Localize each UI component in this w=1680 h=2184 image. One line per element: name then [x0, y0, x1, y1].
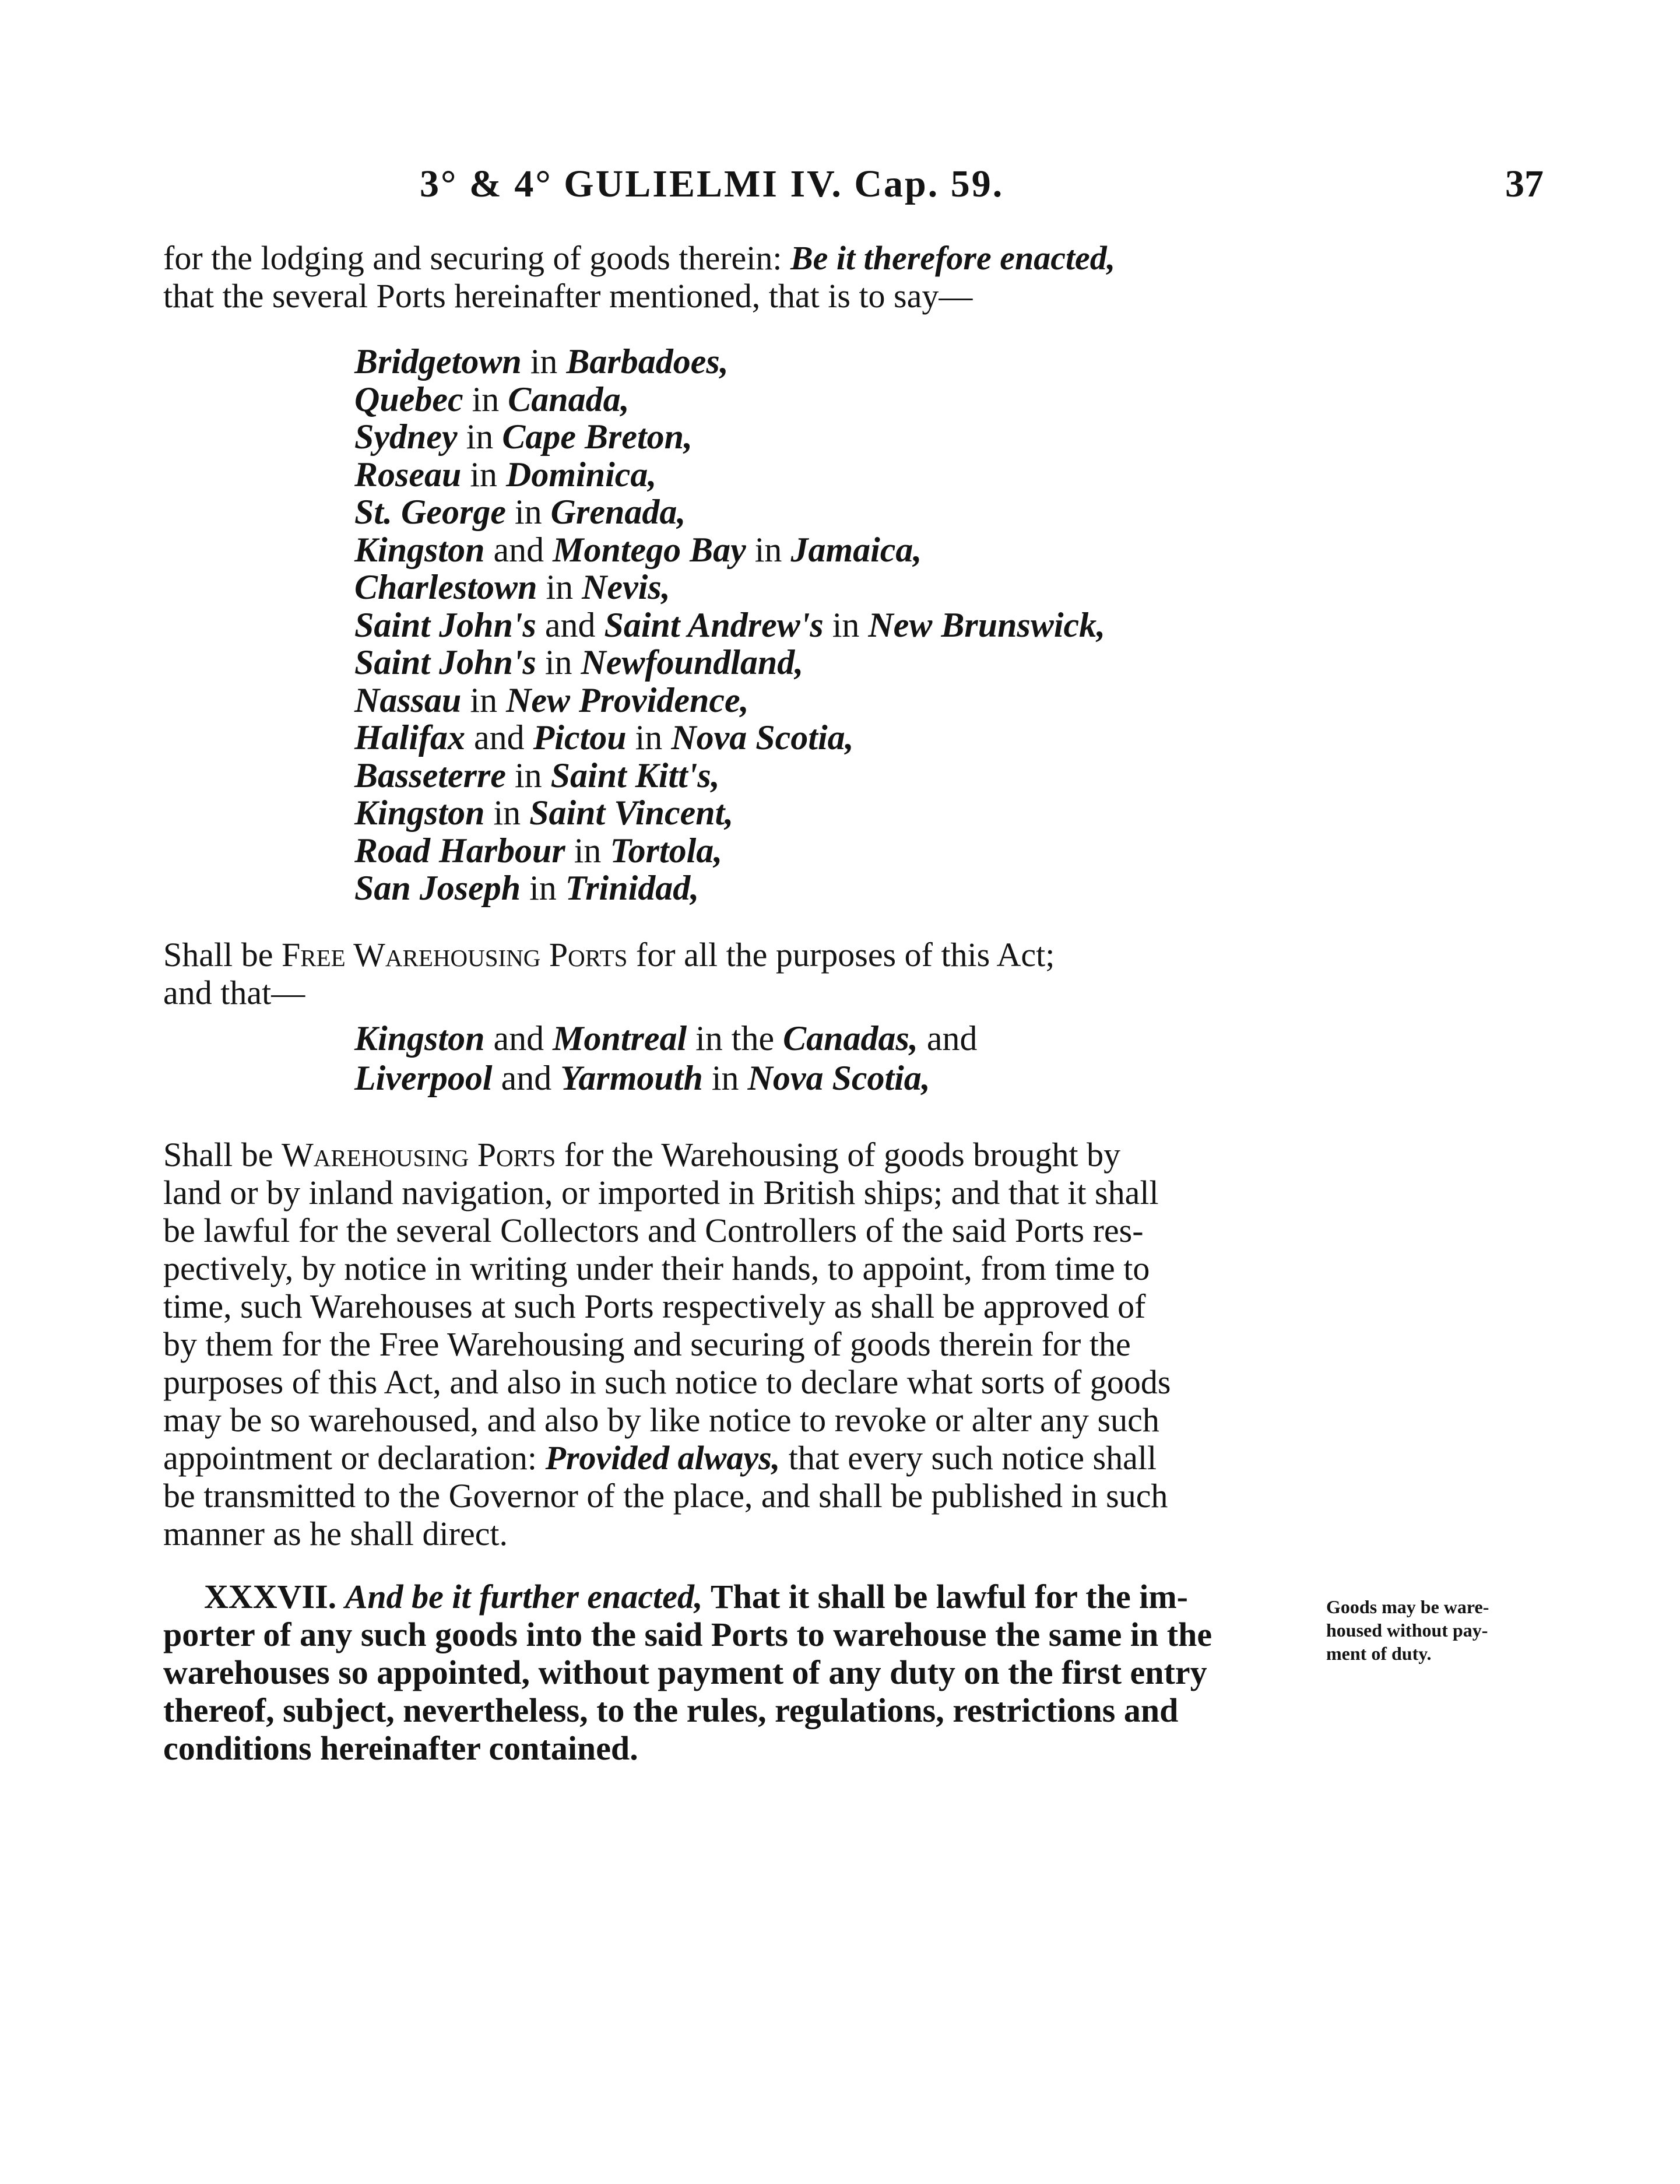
text-line: be transmitted to the Governor of the place, and shall be published in such — [163, 1477, 1168, 1515]
marginal-note-line: ment of duty. — [1326, 1643, 1432, 1664]
text-line: purposes of this Act, and also in such notice to declare what sorts of goods — [163, 1363, 1171, 1401]
text-line: land or by inland navigation, or imported in British ships; and that it shall — [163, 1174, 1159, 1212]
port-entry: Basseterre in Saint Kitt's, — [354, 756, 720, 795]
text-line: and that— — [163, 974, 305, 1012]
port-entry: San Joseph in Trinidad, — [354, 869, 700, 907]
text-line: Shall be Warehousing Ports for the Warehousing of goods brought by — [163, 1136, 1121, 1174]
text-line: pectively, by notice in writing under their hands, to appoint, from time to — [163, 1249, 1150, 1287]
port-entry: Saint John's in Newfoundland, — [354, 643, 804, 682]
text-line: be lawful for the several Collectors and Controllers of the said Ports res- — [163, 1212, 1144, 1249]
port-entry: Liverpool and Yarmouth in Nova Scotia, — [354, 1059, 930, 1097]
text-line: that the several Ports hereinafter mentioned, that is to say— — [163, 277, 973, 315]
marginal-note-line: Goods may be ware- — [1326, 1596, 1489, 1617]
text-line: time, such Warehouses at such Ports respectively as shall be approved of — [163, 1287, 1146, 1325]
text-line: by them for the Free Warehousing and securing of goods therein for the — [163, 1325, 1131, 1363]
text-line: may be so warehoused, and also by like notice to revoke or alter any such — [163, 1401, 1159, 1439]
section-xxxvii — [163, 1578, 1320, 1767]
inland-ports-list — [354, 1019, 978, 1098]
text-line: manner as he shall direct. — [163, 1515, 508, 1553]
page-header — [0, 162, 1680, 215]
running-title: 3° & 4° GULIELMI IV. Cap. 59. — [420, 163, 1004, 205]
text-line: thereof, subject, nevertheless, to the rules, regulations, restrictions and — [163, 1691, 1179, 1729]
port-entry: Bridgetown in Barbadoes, — [354, 342, 729, 381]
port-entry: Charlestown in Nevis, — [354, 568, 670, 606]
text-line: warehouses so appointed, without payment of any duty on the first entry — [163, 1653, 1207, 1691]
port-entry: Saint John's and Saint Andrew's in New Brunswick, — [354, 605, 1106, 644]
text-line: XXXVII. And be it further enacted, That it shall be lawful for the im- — [204, 1578, 1188, 1616]
section-numeral: XXXVII. — [204, 1578, 345, 1616]
warehousing-ports-paragraph — [163, 1136, 1320, 1553]
port-entry: Nassau in New Providence, — [354, 680, 749, 719]
port-entry: Roseau in Dominica, — [354, 455, 657, 494]
text-line: conditions hereinafter contained. — [163, 1729, 638, 1767]
port-entry: St. George in Grenada, — [354, 493, 686, 531]
intro-paragraph — [163, 239, 1320, 315]
text-line: porter of any such goods into the said Ports to warehouse the same in the — [163, 1616, 1212, 1653]
text-line: appointment or declaration: Provided always, that every such notice shall — [163, 1439, 1157, 1477]
port-entry: Kingston and Montego Bay in Jamaica, — [354, 530, 922, 569]
port-entry: Road Harbour in Tortola, — [354, 831, 723, 870]
free-warehousing-paragraph — [163, 936, 1320, 1012]
marginal-note-line: housed without pay- — [1326, 1620, 1488, 1641]
page-number: 37 — [1505, 163, 1544, 205]
marginal-note — [1326, 1595, 1548, 1665]
text-line: Shall be Free Warehousing Ports for all the purposes of this Act; — [163, 936, 1055, 974]
free-ports-list — [354, 343, 1105, 907]
port-entry: Quebec in Canada, — [354, 380, 630, 419]
port-entry: Kingston and Montreal in the Canadas, and — [354, 1019, 978, 1058]
port-entry: Sydney in Cape Breton, — [354, 417, 693, 456]
text-line: for the lodging and securing of goods therein: Be it therefore enacted, — [163, 239, 1116, 277]
port-entry: Halifax and Pictou in Nova Scotia, — [354, 718, 854, 757]
port-entry: Kingston in Saint Vincent, — [354, 793, 734, 832]
